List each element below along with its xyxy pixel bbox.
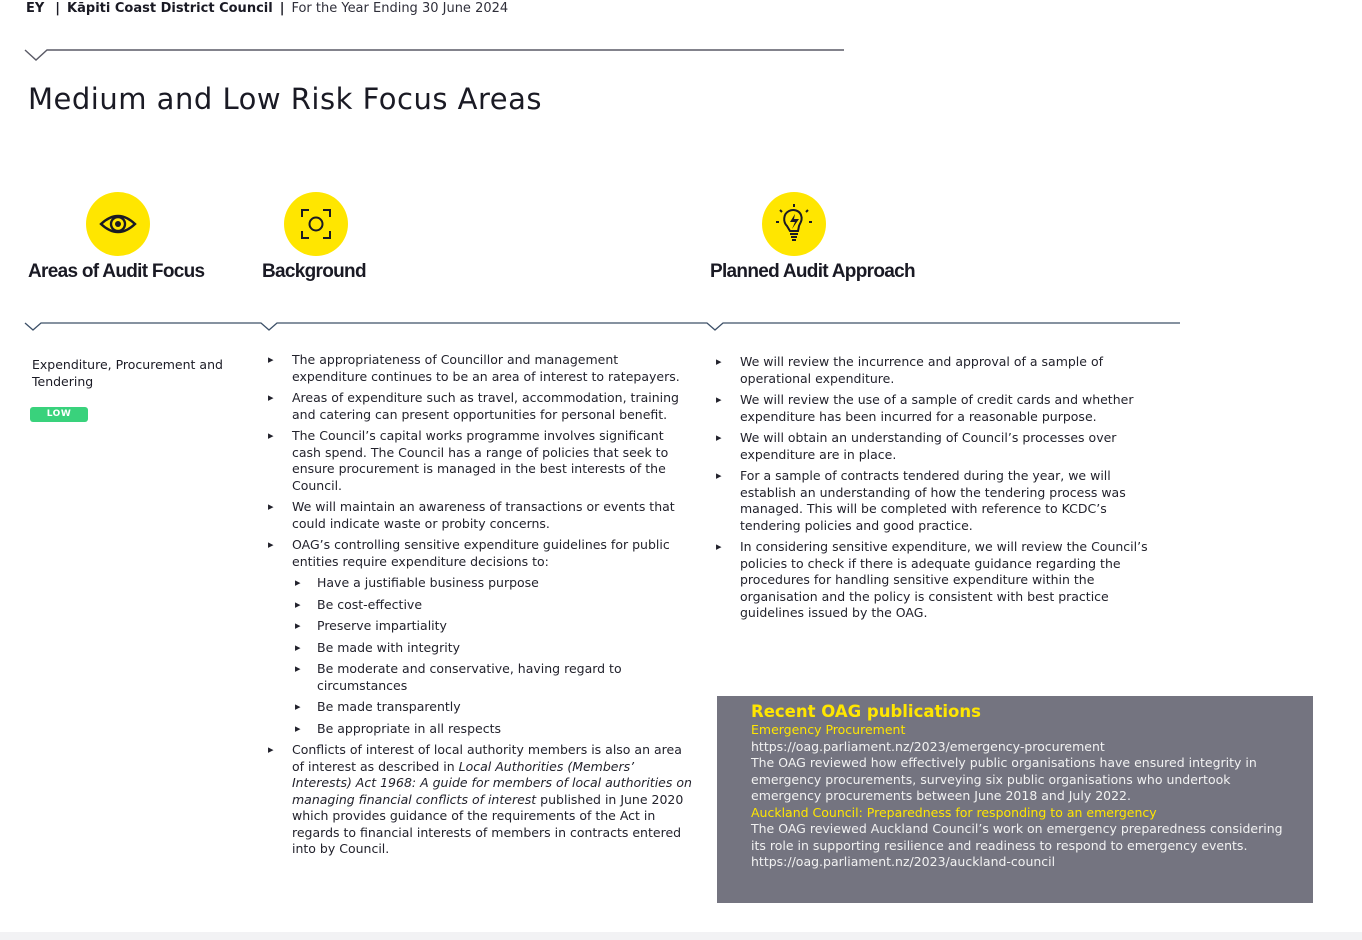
guideline-list (292, 575, 696, 737)
approach-column (716, 354, 1148, 627)
background-column (268, 352, 696, 863)
approach-item: ▸ We will obtain an understanding of Council’s processes over expenditure are in place. (716, 430, 1148, 463)
lightbulb-icon (772, 202, 816, 246)
page-title: Medium and Low Risk Focus Areas (28, 82, 542, 116)
guideline-item: ▸ Be made transparently (292, 699, 696, 716)
guideline-item: ▸ Be cost-effective (292, 597, 696, 614)
conflicts-text-end: published in June 2020 which provides guidance of the requirements of the Act in regards to financial interests of members in contracts entered into by Council. (292, 791, 684, 856)
ey-brand: EY (26, 1, 45, 16)
low-risk-badge: LOW (30, 407, 88, 422)
publication-description: The OAG reviewed how effectively public organisations have ensured integrity in emergency procurements, surveying six public organisations who undertook emergency procurements between June 2018 and July 2022. (751, 755, 1257, 803)
approach-icon-badge (762, 192, 826, 256)
background-item-conflicts (268, 742, 696, 858)
publications-title: Recent OAG publications (751, 702, 981, 721)
guidelines-intro: OAG’s controlling sensitive expenditure guidelines for public entities require expenditure decisions to: (292, 537, 670, 569)
focus-frame-icon (299, 207, 333, 241)
background-item: ▸ The appropriateness of Councillor and management expenditure continues to be an area of interest to ratepayers. (268, 352, 696, 385)
background-item: ▸ The Council’s capital works programme involves significant cash spend. The Council has a range of policies that seek to ensure procurement is managed in the best interests of the Council. (268, 428, 696, 494)
publication-url[interactable]: https://oag.parliament.nz/2023/emergency-procurement (751, 738, 1105, 754)
guideline-item: ▸ Preserve impartiality (292, 618, 696, 635)
planned-audit-approach-heading: Planned Audit Approach (710, 261, 915, 282)
reporting-period: For the Year Ending 30 June 2024 (291, 1, 509, 16)
approach-item: ▸ For a sample of contracts tendered during the year, we will establish an understanding of how the tendering process was managed. This will be completed with reference to KCDC’s tendering policies and good practice. (716, 468, 1148, 534)
background-item: ▸ We will maintain an awareness of transactions or events that could indicate waste or probity concerns. (268, 499, 696, 532)
document-header (26, 0, 508, 18)
act-guide-title: Local Authorities (Members’ Interests) Act 1968: A guide for members of local authorities on managing financial conflicts of interest (292, 758, 692, 807)
areas-of-audit-focus-heading: Areas of Audit Focus (28, 261, 205, 282)
section-divider (24, 318, 1184, 334)
header-divider (24, 42, 848, 64)
header-separator: | (55, 1, 61, 16)
background-icon-badge (284, 192, 348, 256)
eye-icon (98, 204, 138, 244)
guideline-item: ▸ Be moderate and conservative, having regard to circumstances (292, 661, 696, 694)
audit-focus-area: Expenditure, Procurement and Tendering (32, 357, 223, 389)
guideline-item: ▸ Be made with integrity (292, 640, 696, 657)
conflicts-text: Conflicts of interest of local authority members is also an area of interest as described in (292, 742, 682, 774)
publication-url[interactable]: https://oag.parliament.nz/2023/auckland-council (751, 854, 1056, 869)
approach-item: ▸ We will review the use of a sample of credit cards and whether expenditure has been incurred for a reasonable purpose. (716, 392, 1148, 425)
client-name: Kāpiti Coast District Council (67, 1, 273, 16)
header-separator: | (279, 1, 285, 16)
publication-link-emergency-procurement[interactable]: Emergency Procurement (751, 722, 906, 737)
publication-description: The OAG reviewed Auckland Council’s work on emergency preparedness considering its role in supporting resilience and readiness to respond to emergency events. (751, 821, 1283, 853)
areas-icon-badge (86, 192, 150, 256)
page-bottom-band (0, 932, 1362, 940)
guideline-item: ▸ Have a justifiable business purpose (292, 575, 696, 592)
background-heading: Background (262, 261, 366, 282)
approach-item: ▸ In considering sensitive expenditure, we will review the Council’s policies to check if there is adequate guidance regarding the procedures for handling sensitive expenditure within the organisation and the policy is consistent with best practice guidelines issued by the OAG. (716, 539, 1148, 622)
approach-item: ▸ We will review the incurrence and approval of a sample of operational expenditure. (716, 354, 1148, 387)
background-item-guidelines (268, 537, 696, 737)
recent-publications-panel (717, 696, 1313, 903)
guideline-item: ▸ Be appropriate in all respects (292, 721, 696, 738)
background-item: ▸ Areas of expenditure such as travel, accommodation, training and catering can present opportunities for personal benefit. (268, 390, 696, 423)
publication-link-auckland-council[interactable]: Auckland Council: Preparedness for responding to an emergency (751, 804, 1157, 820)
